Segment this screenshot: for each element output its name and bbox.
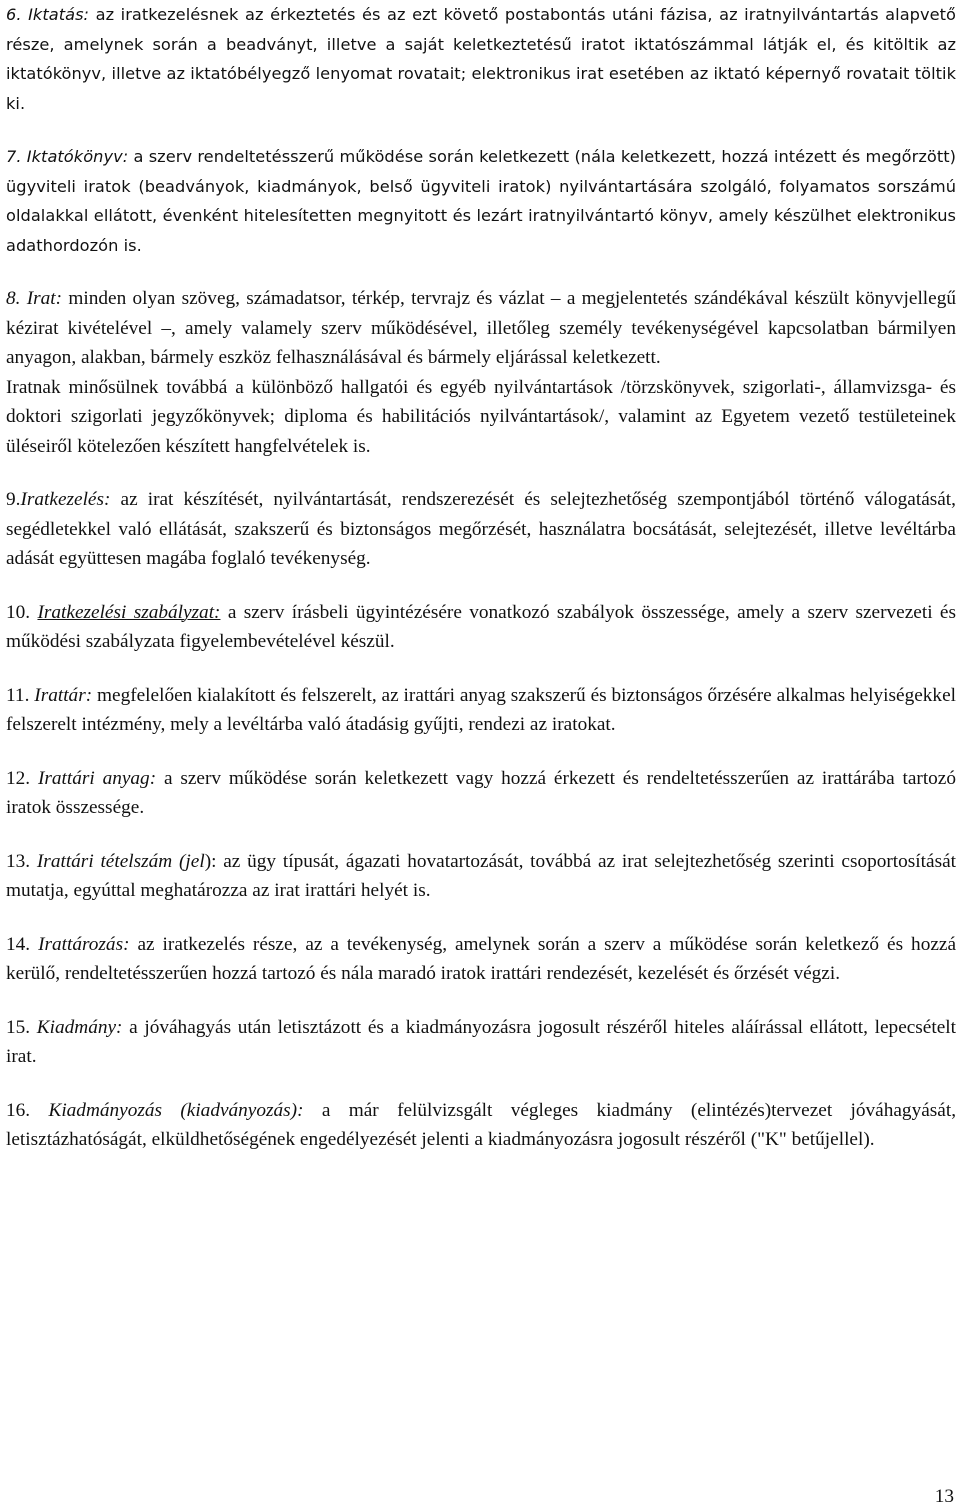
paragraph-number: 14. bbox=[6, 933, 39, 955]
term-irattarozas: Irattározás: bbox=[38, 933, 130, 955]
definition-text: megfelelően kialakított és felszerelt, az irattári anyag szakszerű és biztonságos őrzésére alkalmas helyiségekkel felszerelt intézmény, mely a levéltárba való átadásig gyűjti, rendezi az iratokat. bbox=[6, 684, 956, 735]
definition-text: a jóváhagyás után letisztázott és a kiadmányozásra jogosult részéről hiteles aláírással ellátott, lepecsételt irat. bbox=[6, 1016, 956, 1067]
term-iktatokonyv: 7. Iktatókönyv: bbox=[6, 147, 129, 166]
paragraph-14-irattarozas bbox=[6, 930, 956, 989]
definition-text: minden olyan szöveg, számadatsor, térkép, tervrajz és vázlat – a megjelentetés szándékával készült könyvjellegű kézirat kivételével –, amely valamely szerv működésével, illetőleg személy tevékenységével kapcsolatban bármilyen anyagon, alakban, bármely eszköz felhasználásával és bármely eljárással keletkezett. bbox=[6, 288, 957, 368]
paragraph-13-irattari-tetelszam bbox=[6, 847, 956, 906]
paragraph-15-kiadmany bbox=[6, 1013, 956, 1072]
paragraph-gap bbox=[6, 461, 956, 485]
term-closing-paren: ) bbox=[204, 850, 212, 872]
definition-text: Iratnak minősülnek továbbá a különböző hallgatói és egyéb nyilvántartások /törzskönyvek, szigorlati-, államvizsga- és doktori szigorlati jegyzőkönyvek; diploma és habilitációs nyilvántartások/, valamint az Egyetem vezető testületeinek üléseiről kötelezően készített hangfelvételek is. bbox=[6, 376, 956, 457]
paragraph-gap bbox=[6, 574, 956, 598]
paragraph-gap bbox=[6, 118, 956, 142]
definition-text: a már felülvizsgált végleges kiadmány (elintézés)tervezet jóváhagyását, letisztázhatóságát, elküldhetőségének engedélyezését jelenti a kiadmányozásra jogosult részéről ("K" betűjellel). bbox=[6, 1099, 957, 1150]
paragraph-8-irat bbox=[6, 284, 956, 373]
term-irattar: Irattár: bbox=[34, 684, 93, 706]
term-iktatas: 6. Iktatás: bbox=[6, 5, 90, 24]
paragraph-number: 15. bbox=[6, 1016, 37, 1038]
definition-text: az iratkezelésnek az érkeztetés és az ezt követő postabontás utáni fázisa, az iratnyilvántartás alapvető része, amelynek során a beadványt, illetve a saját keletkeztetésű iratot iktatószámmal látják el, és kitöltik az iktatókönyv, illetve az iktatóbélyegző lenyomat rovatait; elektronikus irat esetében az iktató képernyő rovatait töltik ki. bbox=[6, 5, 956, 113]
paragraph-number: 16. bbox=[6, 1099, 49, 1121]
paragraph-7-iktatokonyv bbox=[6, 142, 956, 260]
term-irat: 8. Irat: bbox=[6, 288, 63, 309]
page-number: 13 bbox=[934, 1486, 954, 1507]
paragraph-10-iratkezelesi-szabalyzat bbox=[6, 598, 956, 657]
definition-text: : az ügy típusát, ágazati hovatartozását, továbbá az irat selejtezhetőség szerinti csoportosítását mutatja, egyúttal meghatározza az irat irattári helyét is. bbox=[6, 850, 956, 901]
paragraph-gap bbox=[6, 906, 956, 930]
term-irattari-tetelszam: Irattári tételszám (jel bbox=[36, 850, 205, 872]
definition-text: a szerv rendeltetésszerű működése során keletkezett (nála keletkezett, hozzá intézett és megőrzött) ügyviteli iratok (beadványok, kiadmányok, belső ügyviteli iratok) nyilvántartására szolgáló, folyamatos sorszámú oldalakkal ellátott, évenként hitelesítetten megnyitott és lezárt iratnyilvántartó könyv, amely készülhet elektronikus adathordozón is. bbox=[6, 147, 956, 255]
paragraph-gap bbox=[6, 657, 956, 681]
definition-text: a szerv írásbeli ügyintézésére vonatkozó szabályok összessége, amely a szerv szervezeti és működési szabályzata figyelembevételével készül. bbox=[6, 601, 956, 652]
definition-text: a szerv működése során keletkezett vagy hozzá érkezett és rendeltetésszerűen az irattárába tartozó iratok összessége. bbox=[6, 767, 957, 818]
definition-text: az iratkezelés része, az a tevékenység, amelynek során a szerv a működése során keletkező és hozzá kerülő, rendeltetésszerűen hozzá tartozó és nála maradó iratok irattári rendezését, kezelését és őrzését végzi. bbox=[6, 933, 957, 984]
paragraph-gap bbox=[6, 1072, 956, 1096]
document-page bbox=[6, 0, 956, 1155]
paragraph-16-kiadmanyozas bbox=[6, 1096, 956, 1155]
paragraph-12-irattari-anyag bbox=[6, 764, 956, 823]
term-kiadmany: Kiadmány: bbox=[36, 1016, 123, 1038]
paragraph-6-iktatas bbox=[6, 0, 956, 118]
paragraph-9-iratkezeles bbox=[6, 485, 956, 574]
paragraph-8-continuation bbox=[6, 373, 956, 462]
paragraph-number: 13. bbox=[6, 850, 37, 872]
paragraph-gap bbox=[6, 989, 956, 1013]
paragraph-number: 9. bbox=[6, 489, 21, 510]
paragraph-gap bbox=[6, 740, 956, 764]
paragraph-gap bbox=[6, 260, 956, 284]
term-iratkezeles: Iratkezelés: bbox=[20, 489, 111, 510]
definition-text: az irat készítését, nyilvántartását, rendszerezését és selejtezhetőség szempontjából történő válogatását, segédletekkel való ellátását, szakszerű és biztonságos megőrzését, használatra bocsátását, selejtezését, illetve levéltárba adását együttesen magába foglaló tevékenység. bbox=[6, 489, 956, 569]
paragraph-gap bbox=[6, 823, 956, 847]
paragraph-number: 10. bbox=[6, 601, 38, 623]
term-kiadmanyozas: Kiadmányozás (kiadványozás): bbox=[48, 1099, 304, 1121]
paragraph-number: 12. bbox=[6, 767, 38, 789]
paragraph-11-irattar bbox=[6, 681, 956, 740]
paragraph-number: 11. bbox=[6, 684, 35, 706]
term-irattari-anyag: Irattári anyag: bbox=[37, 767, 157, 789]
term-iratkezelesi-szabalyzat: Iratkezelési szabályzat: bbox=[37, 601, 221, 623]
